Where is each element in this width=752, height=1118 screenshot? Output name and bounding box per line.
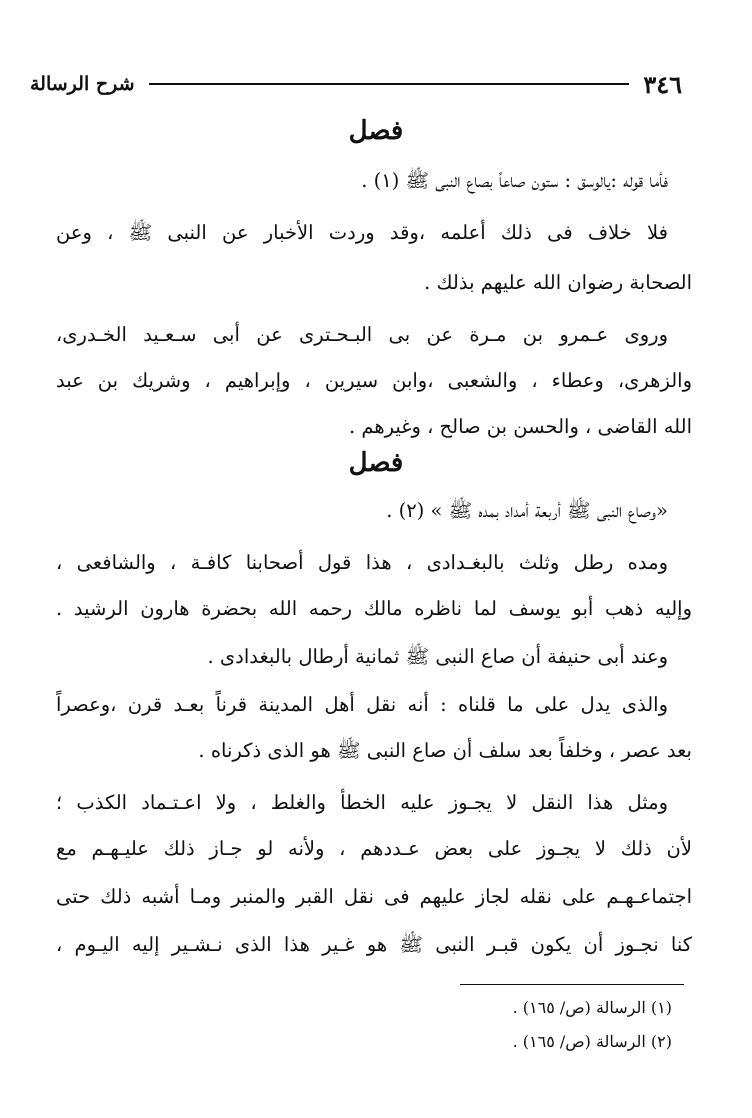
text-line: وإليه ذهب أبو يوسف لما ناظره مالك رحمه الله بحضرة هارون الرشيد .	[56, 597, 692, 620]
text-line: لأن ذلك لا يجـوز على بعض عـددهم ، ولأنه لو جـاز ذلك عليـهـم مع	[56, 837, 692, 860]
page-number: ٣٤٦	[643, 69, 682, 99]
text-line: فأما قوله :يالوسق : ستون صاعاً بصاع النبى ﷺ (١) .	[361, 169, 668, 192]
text-line: الله القاضى ، والحسن بن صالح ، وغيرهم .	[348, 415, 692, 438]
footnote: (٢) الرسالة (ص/ ١٦٥) .	[512, 1032, 672, 1051]
text-line: بعد عصر ، وخلفاً بعد سلف أن صاع النبى ﷺ هو الذى ذكرناه .	[198, 739, 692, 762]
text-line: ومثل هذا النقل لا يجـوز عليه الخطأ والغلط ، ولا اعـتـماد الكذب ؛	[56, 791, 668, 814]
text-line: «وصاع النبى ﷺ أربعة أمداد بمده ﷺ » (٢) .	[386, 499, 668, 522]
text-line: والذى يدل على ما قلناه : أنه نقل أهل المدينة قرناً بعـد قرن ،وعصراً	[56, 693, 668, 716]
footnote-divider	[460, 984, 684, 985]
text-line: كنا نجـوز أن يكون قبـر النبى ﷺ هو غـير هذا الذى نـشـير إليه اليـوم ،	[56, 933, 692, 956]
section-title: فصل	[348, 116, 404, 146]
text-line: وعند أبى حنيفة أن صاع النبى ﷺ ثمانية أرطال بالبغدادى .	[207, 645, 668, 668]
text-line: الصحابة رضوان الله عليهم بذلك .	[424, 271, 692, 294]
header-rule	[149, 83, 630, 85]
footnote: (١) الرسالة (ص/ ١٦٥) .	[512, 998, 672, 1017]
running-header	[30, 66, 682, 102]
text-line: اجتماعـهـم على نقله لجاز عليهم فى نقل القبر والمنبر ومـا أشبه ذلك حتى	[56, 885, 692, 908]
section-title: فصل	[348, 448, 404, 478]
text-line: والزهرى، وعطاء ، والشعبى ،وابن سيرين ، وإبراهيم ، وشريك بن عبد	[56, 369, 692, 392]
text-line: فلا خلاف فى ذلك أعلمه ،وقد وردت الأخبار عن النبى ﷺ ، وعن	[56, 221, 668, 244]
text-line: وروى عـمرو بن مـرة عن بى البـحـترى عن أبى سـعـيد الخـدرى،	[56, 323, 668, 346]
running-title: شرح الرسالة	[30, 73, 135, 95]
text-line: ومده رطل وثلث بالبغـدادى ، هذا قول أصحابنا كافـة ، والشافعى ،	[56, 551, 668, 574]
